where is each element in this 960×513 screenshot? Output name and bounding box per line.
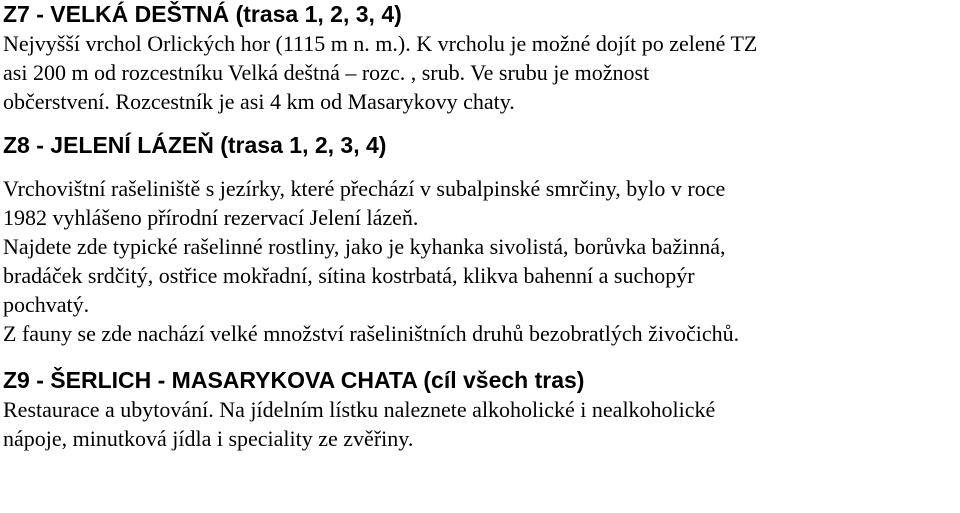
body-line: asi 200 m od rozcestníku Velká deštná – rozc. , srub. Ve srubu je možnost — [3, 60, 650, 85]
body-line: bradáček srdčitý, ostřice mokřadní, sítina kostrbatá, klikva bahenní a suchopýr — [3, 263, 695, 288]
body-line: občerstvení. Rozcestník je asi 4 km od Masarykovy chaty. — [3, 89, 515, 114]
body-line: Restaurace a ubytování. Na jídelním lístku naleznete alkoholické i nealkoholické — [3, 397, 716, 422]
section-body — [3, 174, 958, 348]
body-line: Nejvyšší vrchol Orlických hor (1115 m n. m.). K vrcholu je možné dojít po zelené TZ — [3, 31, 758, 56]
section-heading: Z8 - JELENÍ LÁZEŇ (trasa 1, 2, 3, 4) — [3, 132, 387, 158]
section-z9 — [3, 366, 958, 453]
body-line: Vrchovištní rašeliniště s jezírky, které přechází v subalpinské smrčiny, bylo v roce — [3, 176, 726, 201]
body-line: Najdete zde typické rašelinné rostliny, jako je kyhanka sivolistá, borůvka bažinná, — [3, 234, 726, 259]
section-heading: Z9 - ŠERLICH - MASARYKOVA CHATA (cíl všech tras) — [3, 367, 585, 393]
section-heading: Z7 - VELKÁ DEŠTNÁ (trasa 1, 2, 3, 4) — [3, 1, 402, 27]
document-page — [3, 0, 958, 453]
section-z7 — [3, 0, 958, 116]
body-line: 1982 vyhlášeno přírodní rezervací Jelení lázeň. — [3, 205, 419, 230]
section-z8 — [3, 131, 958, 348]
body-line: pochvatý. — [3, 292, 90, 317]
section-body — [3, 395, 958, 453]
body-line: nápoje, minutková jídla i speciality ze zvěřiny. — [3, 426, 414, 451]
body-line: Z fauny se zde nachází velké množství rašeliništních druhů bezobratlých živočichů. — [3, 321, 740, 346]
section-body — [3, 29, 958, 116]
